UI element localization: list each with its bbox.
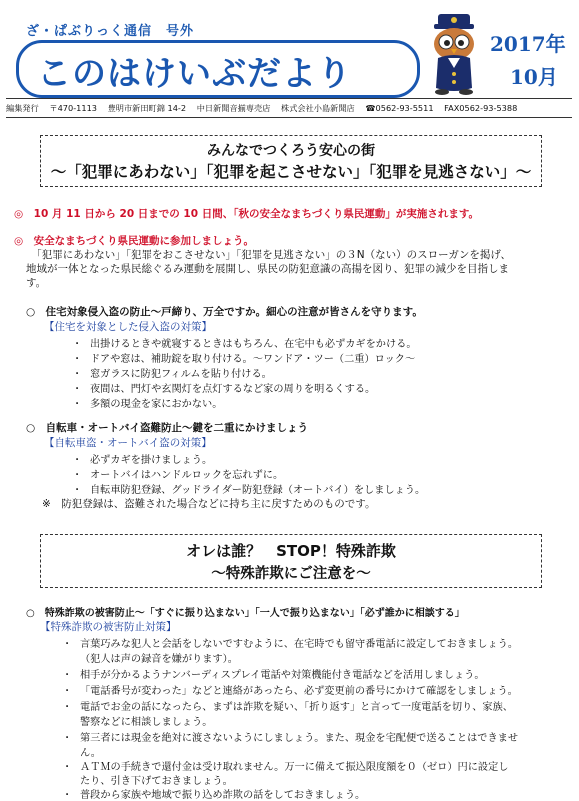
bicycle-subheading: 【自転車盗・オートバイ盗の対策】: [44, 437, 212, 449]
participation-heading: ◎ 安全なまちづくり県民運動に参加しましょう。: [14, 235, 255, 247]
publisher-postal: 〒470-1113: [49, 103, 97, 113]
fraud-section-heading: ○ 特殊詐欺の被害防止～「すぐに振り込まない」「一人で振り込まない」「必ず誰かに相談する」: [26, 608, 465, 619]
campaign-slogan-title: みんなでつくろう安心の街: [207, 143, 375, 159]
publisher-info: [6, 98, 572, 118]
burglary-subheading: 【住宅を対象とした侵入盗の対策】: [44, 321, 212, 333]
participation-body-line: 「犯罪にあわない」「犯罪をおこさせない」「犯罪を見逃さない」の３N（ない）のスローガンを掲げ、: [26, 249, 511, 261]
participation-body-line: 地域が一体となった県民総ぐるみ運動を展開し、県民の防犯意識の高揚を図り、犯罪の減少を目指しま: [26, 263, 509, 275]
fraud-warning-box: [40, 534, 542, 588]
issue-year: 2017年: [490, 32, 566, 56]
publisher-shop: 中日新聞音揃専売店: [196, 103, 271, 113]
masthead: [6, 6, 572, 94]
owl-police-mascot-icon: [424, 12, 484, 96]
fraud-warning-subtitle: ～特殊詐欺にご注意を～: [211, 566, 371, 582]
campaign-slogan-box: [40, 135, 542, 187]
publisher-company: 株式会社小島新聞店: [281, 103, 355, 113]
bicycle-note: ※ 防犯登録は、盗難された場合などに持ち主に戻すためのものです。: [42, 498, 376, 510]
title-frame: [16, 40, 420, 98]
publisher-label: 編集発行: [6, 103, 39, 113]
fraud-subheading: 【特殊詐欺の被害防止対策】: [40, 621, 177, 633]
publisher-address: 豊明市新田町錦 14-2: [107, 103, 187, 113]
publisher-fax: FAX0562-93-5388: [444, 103, 518, 113]
issue-month: 10月: [510, 65, 558, 89]
bicycle-section-heading: ○ 自転車・オートバイ盗難防止～鍵を二重にかけましょう: [26, 422, 308, 434]
campaign-slogan-subtitle: ～「犯罪にあわない」「犯罪を起こさせない」「犯罪を見逃さない」～: [50, 163, 532, 181]
burglary-section-heading: ○ 住宅対象侵入盗の防止～戸締り、万全ですか。細心の注意が皆さんを守ります。: [26, 306, 423, 318]
publisher-tel: ☎0562-93-5511: [365, 103, 434, 113]
campaign-dates-notice: ◎ 10 月 11 日から 20 日までの 10 日間、「秋の安全なまちづくり県民運動」が実施されます。: [14, 208, 480, 220]
fraud-warning-title: オレは誰？ STOP！特殊詐欺: [186, 542, 396, 560]
participation-body-line: す。: [26, 277, 47, 289]
newsletter-title: このはけいぶだより: [37, 54, 352, 94]
newsletter-subtitle: ざ・ぱぶりっく通信 号外: [26, 24, 195, 39]
